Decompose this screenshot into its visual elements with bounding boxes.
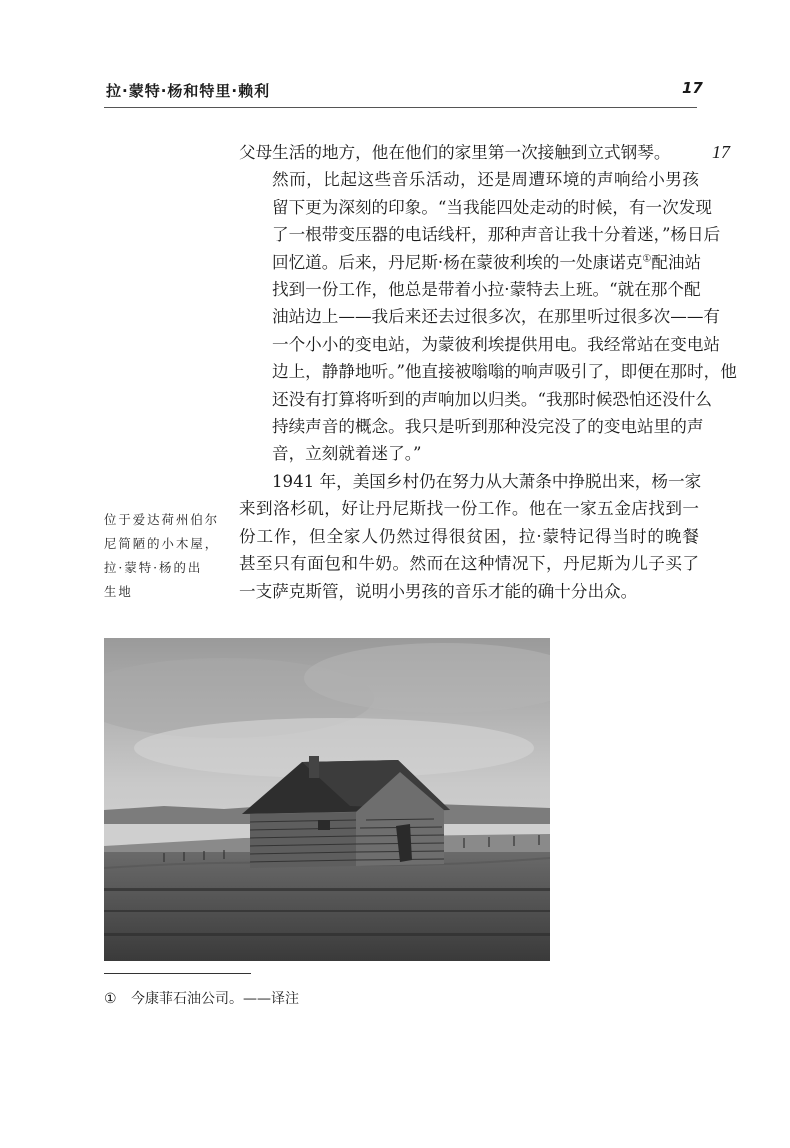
footnote-text: 今康菲石油公司。——译注 xyxy=(131,991,300,1007)
text-line-with-footnote xyxy=(239,249,702,276)
text-line: 回忆道。后来，丹尼斯·杨在蒙彼利埃的一处康诺克 xyxy=(272,252,643,272)
text-line: 找到一份工作，他总是带着小拉·蒙特去上班。“就在那个配 xyxy=(272,280,701,300)
footnote-rule xyxy=(104,973,251,974)
paragraph-3 xyxy=(239,468,702,605)
text-line: 音，立刻就着迷了。” xyxy=(272,444,422,464)
text-line: 来到洛杉矶，好让丹尼斯找一份工作。他在一家五金店找到一 xyxy=(239,499,699,519)
text-line: 1941 年，美国乡村仍在努力从大萧条中挣脱出来，杨一家 xyxy=(272,471,702,491)
text-line: 了一根带变压器的电话线杆，那种声音让我十分着迷，”杨日后 xyxy=(272,225,721,245)
text-line: 一个小小的变电站，为蒙彼利埃提供用电。我经常站在变电站 xyxy=(272,334,721,354)
text-line: 留下更为深刻的印象。“当我能四处走动的时候，有一次发现 xyxy=(272,197,712,217)
caption-line: 拉·蒙特·杨的出 xyxy=(104,560,203,575)
footnote xyxy=(104,989,299,1009)
text-line: 然而，比起这些音乐活动，还是周遭环境的声响给小男孩 xyxy=(272,170,699,190)
text-line: 份工作，但全家人仍然过得很贫困，拉·蒙特记得当时的晚餐 xyxy=(239,526,699,546)
margin-page-reference: 17 xyxy=(712,142,730,162)
footnote-reference[interactable]: ① xyxy=(642,253,652,265)
page-number: 17 xyxy=(682,79,703,97)
text-line: 油站边上——我后来还去过很多次，在那里听过很多次——有 xyxy=(272,307,721,327)
photo-caption xyxy=(104,508,230,604)
text-line-tail: 配油站 xyxy=(651,252,702,272)
footnote-marker: ① xyxy=(104,991,117,1007)
text-line: 父母生活的地方，他在他们的家里第一次接触到立式钢琴。 xyxy=(239,143,671,162)
text-line: 持续声音的概念。我只是听到那种没完没了的变电站里的声 xyxy=(272,417,704,437)
text-line: 边上，静静地听。”他直接被嗡嗡的响声吸引了，即便在那时，他 xyxy=(272,362,737,382)
log-cabin-photo xyxy=(104,638,550,961)
text-line: 还没有打算将听到的声响加以归类。“我那时候恐怕还没什么 xyxy=(272,389,712,409)
caption-line: 位于爱达荷州伯尔 xyxy=(104,512,220,527)
caption-line: 尼简陋的小木屋， xyxy=(104,536,220,551)
caption-line: 生地 xyxy=(104,584,133,599)
text-line: 一支萨克斯管，说明小男孩的音乐才能的确十分出众。 xyxy=(239,581,638,601)
paragraph-1 xyxy=(239,139,699,166)
text-line: 甚至只有面包和牛奶。然而在这种情况下，丹尼斯为儿子买了 xyxy=(239,554,699,574)
paragraph-2 xyxy=(239,166,737,467)
running-title: 拉·蒙特·杨和特里·赖利 xyxy=(106,82,271,100)
header-rule xyxy=(104,107,697,108)
